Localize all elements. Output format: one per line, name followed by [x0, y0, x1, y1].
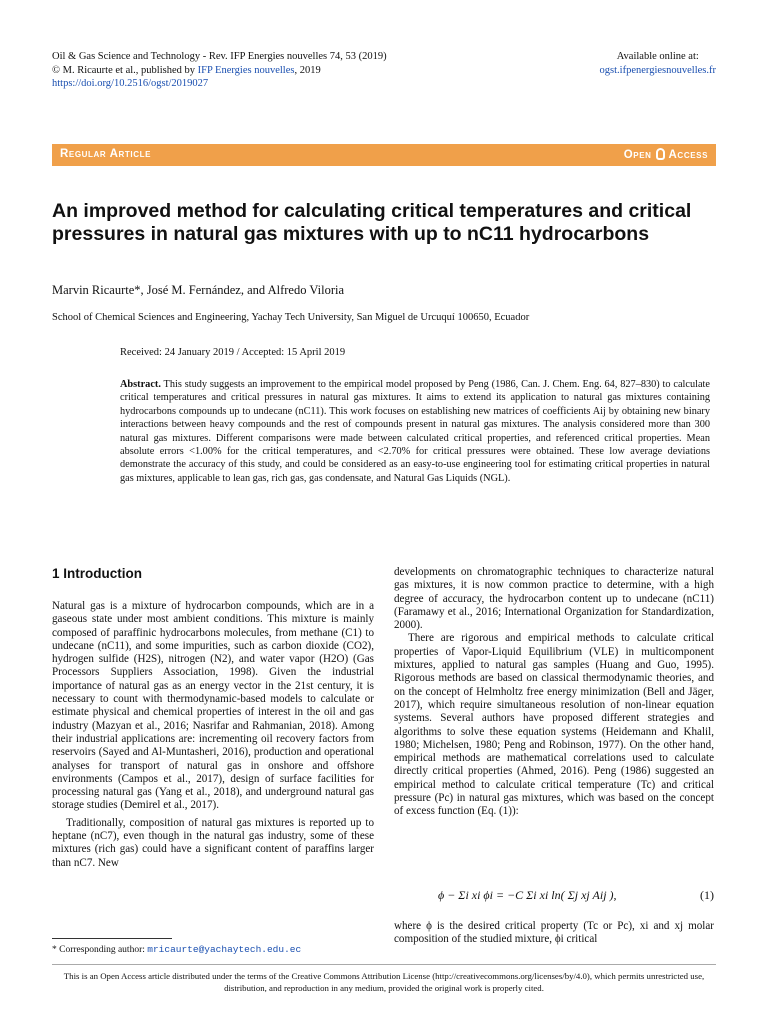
- license-rule: [52, 964, 716, 965]
- author-email-link[interactable]: mricaurte@yachaytech.edu.ec: [147, 944, 302, 955]
- journal-header: [52, 50, 387, 91]
- journal-line: Oil & Gas Science and Technology - Rev. IFP Energies nouvelles 74, 53 (2019): [52, 51, 387, 62]
- license-notice: This is an Open Access article distributed under the terms of the Creative Commons Attribution License (http://creativecommons.org/licenses/by/4.0), which permits unrestricted use, distribution, and reproduction in any medium, provided the original work is properly cited.: [63, 971, 705, 993]
- publisher-link[interactable]: IFP Energies nouvelles: [197, 64, 295, 76]
- journal-site-link[interactable]: ogst.ifpenergiesnouvelles.fr: [599, 64, 716, 76]
- equation-1: [394, 880, 714, 920]
- affiliation: School of Chemical Sciences and Engineering, Yachay Tech University, San Miguel de Urcuquí 100650, Ecuador: [52, 312, 530, 323]
- corresponding-author-footnote: * Corresponding author: mricaurte@yachaytech.edu.ec: [52, 944, 302, 955]
- right-paragraph-3: where ϕ is the desired critical property (Tc or Pc), xi and xj molar composition of the studied mixture, ϕi critical: [394, 920, 714, 946]
- abstract-text: This study suggests an improvement to the empirical model proposed by Peng (1986, Can. J. Chem. Eng. 64, 827–830) to calculate critical temperatures and critical pressures in natural gas mixtures. It aims to extend its application to natural gas mixtures containing hydrocarbons compounds up to undecane (nC11). This work focuses on establishing new matrices of coefficients Aij by obtaining new binary interactions between heavy compounds and the rest of compounds present in natural gas mixtures. The analysis considered more than 300 natural gas mixtures. Different comparisons were made between calculated critical properties, and referenced critical properties. Mean absolute errors <1.00% for the critical temperatures, and <2.70% for critical pressures were obtained. These low average deviations demonstrate the accuracy of this study, and could be considered as an easy-to-use engineering tool for estimating critical properties in natural gas mixtures, applicable to lean gas, rich gas, gas condensate, and Natural Gas Liquids (NGL).: [120, 379, 710, 484]
- open-access-label: Open Access: [623, 149, 708, 161]
- abstract-label: Abstract.: [120, 379, 161, 390]
- doi-link[interactable]: https://doi.org/10.2516/ogst/2019027: [52, 78, 209, 89]
- article-title: An improved method for calculating critical temperatures and critical pressures in natural gas mixtures with up to nC11 hydrocarbons: [52, 200, 692, 245]
- intro-paragraph-1: Natural gas is a mixture of hydrocarbon compounds, which are in a gaseous state under most ambient conditions. This mixture is mainly composed of paraffinic hydrocarbons molecules, from methane (C1) to undecane (nC11), and some impurities, such as carbon dioxide (CO2), hydrogen sulfide (H2S), nitrogen (N2), and water vapor (H2O) (Gas Processors Suppliers Association, 1998). Given the industrial importance of natural gas as an energy vector in the 21st century, it is necessary to count with thermodynamic-based models to calculate or estimate physical and chemical properties of interest in the oil and gas industry (Mazyan et al., 2016; Nasrifar and Rahmanian, 2018). Among their industrial applications are: incrementing oil recovery factors from reservoirs (Sayed and Al-Muntasheri, 2016), production and operational analyses for transport of natural gas in onshore and offshore environments (Campos et al., 2017), design of surface facilities for processing natural gas (Yang et al., 2018), and underground natural gas storage studies (Demirel et al., 2017).: [52, 600, 374, 812]
- received-accepted-dates: Received: 24 January 2019 / Accepted: 15 April 2019: [120, 347, 346, 358]
- equation-number: (1): [700, 888, 714, 902]
- open-access-icon: [656, 148, 665, 160]
- footnote-rule: [52, 938, 172, 939]
- equation-body: ϕ − Σi xi ϕi = −C Σi xi ln( Σj xj Aij ),: [438, 888, 617, 902]
- left-column: [52, 600, 374, 870]
- abstract: [120, 378, 710, 485]
- availability: [600, 50, 716, 77]
- available-label: Available online at:: [616, 51, 699, 62]
- authors: Marvin Ricaurte*, José M. Fernández, and Alfredo Viloria: [52, 283, 344, 297]
- right-paragraph-1: developments on chromatographic techniques to characterize natural gas mixtures, it is now common practice to determine, with a high degree of accuracy, the hydrocarbon content up to undecane (nC11) (Faramawy et al., 2016; International Organization for Standardization, 2000).: [394, 566, 714, 632]
- right-column: [394, 566, 714, 819]
- copyright-line: © M. Ricaurte et al., published by IFP Energies nouvelles, 2019: [52, 64, 321, 76]
- regular-article-label: Regular Article: [60, 148, 152, 160]
- article-type-banner: [52, 144, 716, 166]
- right-paragraph-2: There are rigorous and empirical methods to calculate critical properties of Vapor-Liquid Equilibrium (VLE) in multicomponent mixtures, applied to natural gas samples (Huang and Guo, 1995). Rigorous methods are based on classical thermodynamic theories, and on the concept of Helmholtz free energy minimization (Bell and Jäger, 2017), which require simultaneous resolution of non-linear equation systems. Several authors have proposed different strategies and algorithms to solve these equation systems (Heidemann and Khalil, 1980; Michelsen, 1980; Peng and Robinson, 1977). On the other hand, empirical methods are mathematical correlations used to calculate directly critical properties (Ahmed, 2016). Peng (1986) suggested an empirical method to calculate critical temperature (Tc) and critical pressure (Pc) in natural gas mixtures, which was based on the concept of excess function (Eq. (1)):: [394, 632, 714, 818]
- section-heading: 1 Introduction: [52, 566, 142, 581]
- intro-paragraph-2: Traditionally, composition of natural gas mixtures is reported up to heptane (nC7), even though in the natural gas industry, some of these mixtures (rich gas) could have a significant content of paraffins larger than nC7. New: [52, 816, 374, 869]
